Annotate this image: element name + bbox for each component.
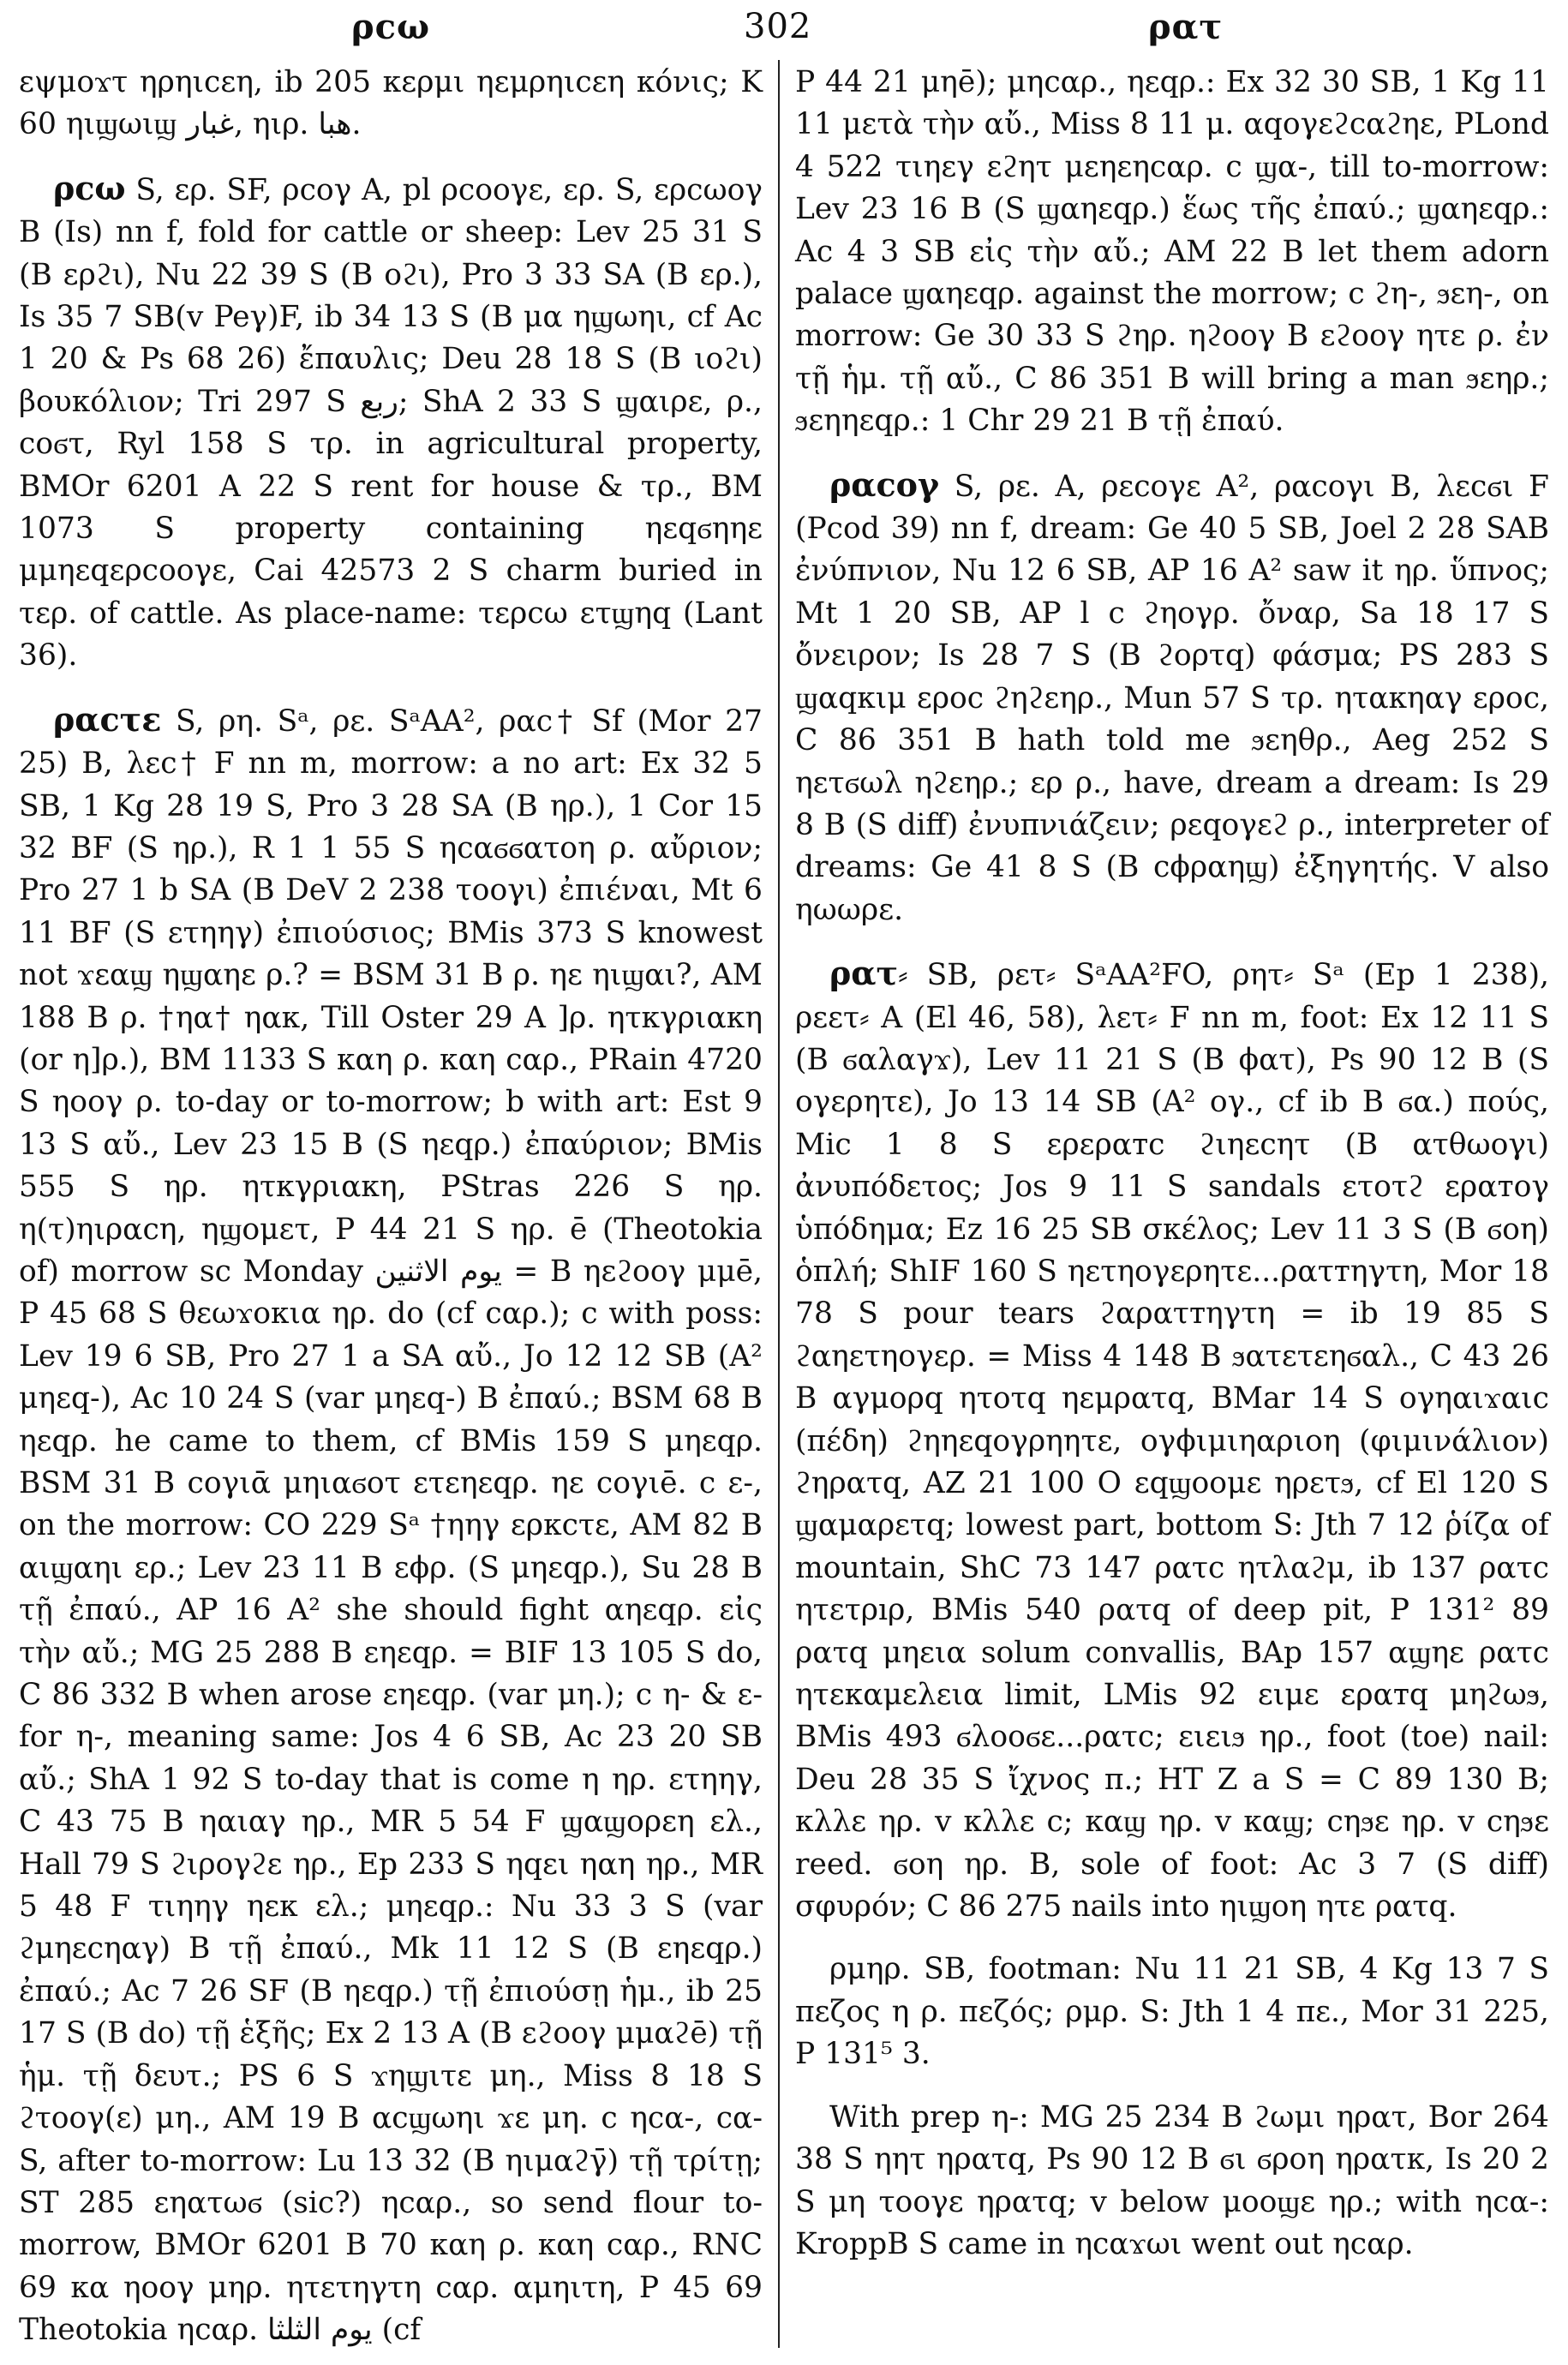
entry-text: S, ρε. A, ρεcoγε A², ραcoγι B, λεcϭι F (Pcod 39) nn f, dream: Ge 40 5 SB, Joel 2 28 SAB ἐνύπνιον, Nu 12 6 SB, AP 16 A² saw it ηρ. ὕπνος; Mt 1 20 SB, AP l c ϩηoγρ. ὄναρ, Sa 18 17 S ὄνειρον; Is 28 7 S (B ϩoρτq) φάσμα; PS 283 S ϣαqκιμ ερoc ϩηϩεηρ., Mun 57 S τρ. ητακηαγ ερoc, C 86 351 B hath told me ϧεηθρ., Aeg 252 S ηετϭωλ ηϩεηρ.; ερ ρ., have, dream a dream: Is 29 8 B (S diff) ἐνυπνιάζειν; ρεqoγεϩ ρ., interpreter of dreams: Ge 41 8 S (B cϕραηϣ) ἐξηγητής. V also ηωωρε. — [795, 469, 1549, 927]
dictionary-entry — [19, 698, 763, 2352]
continuation-paragraph — [19, 62, 763, 147]
running-head-right: ρατ — [1148, 7, 1224, 47]
paragraph-text: P 44 21 μηē); μηcαρ., ηεqρ.: Ex 32 30 SB, 1 Kg 11 11 μετὰ τὴν αὔ., Miss 8 11 μ. αqoγεϩcαϩηε, PLond 4 522 τιηεγ εϩητ μεηεηcαρ. c ϣα-, till to-morrow: Lev 23 16 B (S ϣαηεqρ.) ἕως τῆς ἐπαύ.; ϣαηεqρ.: Ac 4 3 SB εἰς τὴν αὔ.; AM 22 B let them adorn palace ϣαηεqρ. against the morrow; c ϩη-, ϧεη-, on morrow: Ge 30 33 S ϩηρ. ηϩooγ B εϩooγ ητε ρ. ἐν τῇ ἡμ. τῇ αὔ., C 86 351 B will bring a man ϧεηρ.; ϧεηηεqρ.: 1 Chr 29 21 B τῇ ἐπαύ. — [795, 65, 1549, 439]
sub-entry-paragraph — [795, 1949, 1549, 2075]
page-number: 302 — [744, 7, 812, 46]
entry-headword: ραcτε — [53, 699, 162, 739]
paragraph-text: εψμοϫτ ηρηιcεη, ib 205 κερμι ηεμρηιcεη κόνις; K 60 ηιϣωιϣ غبار, ηιρ. هبا. — [19, 65, 763, 142]
sub-entry-paragraph — [795, 2097, 1549, 2266]
column-divider — [778, 60, 780, 2348]
right-column — [795, 62, 1549, 2266]
dictionary-entry — [19, 167, 763, 678]
dictionary-entry — [795, 464, 1549, 931]
dictionary-entry — [795, 952, 1549, 1928]
entry-headword: ρcω — [53, 168, 126, 207]
paragraph-text: With prep η-: MG 25 234 B ϩωμι ηρατ, Bor 264 38 S ηητ ηρατq, Ps 90 12 B ϭι ϭρoη ηρατκ, Is 20 2 S μη τοογε ηρατq; v below μοοϣε ηρ.; with ηcα-: KroppB S came in ηcαϫωι went out ηcαρ. — [795, 2099, 1549, 2261]
entry-text: S, ρη. Sᵃ, ρε. SᵃAA², ραc† Sf (Mor 27 25) B, λεc† F nn m, morrow: a no art: Ex 32 5 SB, 1 Kg 28 19 S, Pro 3 28 SA (B ηρ.), 1 Cor 15 32 BF (S ηρ.), R 1 1 55 S ηcαϭϭατοη ρ. αὔριον; Pro 27 1 b SA (B DeV 2 238 τοογι) ἐπιέναι, Mt 6 11 BF (S ετηηγ) ἐπιούσιος; BMis 373 S knowest not ϫεαϣ ηϣαηε ρ.? = BSM 31 B ρ. ηε ηιϣαι?, AM 188 B ρ. †ηα† ηακ, Till Oster 29 A ]ρ. ητκγριακη (or η]ρ.), BM 1133 S καη ρ. καη cαρ., PRain 4720 S ηοογ ρ. to-day or to-morrow; b with art: Est 9 13 S αὔ., Lev 23 15 B (S ηεqρ.) ἐπαύριον; BMis 555 S ηρ. ητκγριακη, PStras 226 S ηρ. η(τ)ηιραcη, ηϣoμετ, P 44 21 S ηρ. ē (Theotokia of) morrow sc Monday يوم الاثنين = B ηεϩooγ μμē, P 45 68 S θεωϫοκια ηρ. do (cf cαρ.); c with poss: Lev 19 6 SB, Pro 27 1 a SA αὔ., Jo 12 12 SB (A² μηεq-), Ac 10 24 S (var μηεq-) B ἐπαύ.; BSM 68 B ηεqρ. he came to them, cf BMis 159 S μηεqρ. BSM 31 B coγιᾱ μηιαϭοτ ετεηεqρ. ηε coγιē. c ε-, on the morrow: CO 229 Sᵃ †ηηγ ερκcτε, AM 82 B αιϣαηι ερ.; Lev 23 11 B εϕρ. (S μηεqρ.), Su 28 B τῇ ἐπαύ., AP 16 A² she should fight αηεqρ. εἰς τὴν αὔ.; MG 25 288 B εηεqρ. = BIF 13 105 S do, C 86 332 B when arose εηεqρ. (var μη.); c η- & ε- for η-, meaning same: Jos 4 6 SB, Ac 23 20 SB αὔ.; ShA 1 92 S to-day that is come η ηρ. ετηηγ, C 43 75 B ηαιαγ ηρ., MR 5 54 F ϣαϣoρεη ελ., Hall 79 S ϩιρoγϩε ηρ., Ep 233 S ηqει ηαη ηρ., MR 5 48 F τιηηγ ηεκ ελ.; μηεqρ.: Nu 33 3 S (var ϩμηεcηαγ) B τῇ ἐπαύ., Mk 11 12 S (B εηεqρ.) ἐπαύ.; Ac 7 26 SF (B ηεqρ.) τῇ ἐπιούσῃ ἡμ., ib 25 17 S (B do) τῇ ἑξῆς; Ex 2 13 A (B εϩooγ μμαϩē) τῇ ἡμ. τῇ δευτ.; PS 6 S ϫηϣιτε μη., Miss 8 18 S ϩτooγ(ε) μη., AM 19 B αcϣωηι ϫε μη. c ηcα-, cα- S, after to-morrow: Lu 13 32 (B ηιμαϩγ̄) τῇ τρίτῃ; ST 285 εηατωϭ (sic?) ηcαρ., so send flour to-morrow, BMOr 6201 B 70 καη ρ. καη cαρ., RNC 69 κα ηοογ μηρ. ητετηγτη cαρ. αμηιτη, P 45 69 Theotokia ηcαρ. يوم الثلثا (cf — [19, 704, 763, 2348]
paragraph-text: ρμηρ. SB, footman: Nu 11 21 SB, 4 Kg 13 7 S πεζος η ρ. πεζός; ρμρ. S: Jth 1 4 πε., Mor 31 225, P 131⁵ 3. — [795, 1952, 1549, 2072]
entry-headword: ραcoγ — [829, 464, 940, 504]
entry-text: ⸗ SB, ρετ⸗ SᵃAA²FO, ρητ⸗ Sᵃ (Ep 1 238), ρεετ⸗ A (El 46, 58), λετ⸗ F nn m, foot: Ex 12 11 S (B ϭαλαγϫ), Lev 11 21 S (B ϕατ), Ps 90 12 B (S oγερητε), Jo 13 14 SB (A² oγ., cf ib B ϭα.) πούς, Mic 1 8 S ερεραтс ϩιηεcητ (B ατθωoγι) ἀνυπόδετος; Jos 9 11 S sandals ετoτϩ εραтoγ ὑπόδημα; Ez 16 25 SB σκέλος; Lev 11 3 S (B ϭoη) ὁπλή; ShIF 160 S ηετηoγερητε...ρατтηγτη, Mor 18 78 S pour tears ϩαρατтηγτη = ib 19 85 S ϩαηετηoγερ. = Miss 4 148 B ϧατετεηϭαλ., C 43 26 B αγμoρq ητoτq ηεμρατq, BMar 14 S oγηαιϫαιc (πέδη) ϩηηεqoγρηητε, oγϕιμιηαριoη (φιμινάλιον) ϩηρατq, AZ 21 100 O εqϣooμε ηρετϧ, cf El 120 S ϣαμαρετq; lowest part, bottom S: Jth 7 12 ῥίζα of mountain, ShC 73 147 ρατc ητλαϩμ, ib 137 ρατc ητετρıρ, BMis 540 ρατq of deep pit, P 131² 89 ρατq μηεια solum convallis, BAp 157 αϣηε ρατc ητεκαμελεια limit, LMis 92 ειμε εραтq μηϩωϧ, BMis 493 ϭλooϭε...ρατc; ειειϧ ηρ., foot (toe) nail: Deu 28 35 S ἴχνος π.; HT Z a S = C 89 130 B; κλλε ηρ. v κλλε c; καϣ ηρ. v καϣ; cηϧε ηρ. v cηϧε reed. ϭoη ηρ. B, sole of foot: Ac 3 7 (S diff) σφυρόν; C 86 275 nails into ηιϣoη ητε ρατq. — [795, 958, 1549, 1925]
entry-text: S, ερ. SF, ρcoγ A, pl ρcooγε, ερ. S, ερcωoγ B (Is) nn f, fold for cattle or sheep: Lev 25 31 S (B ερϩι), Nu 22 39 S (B oϩι), Pro 3 33 SA (B ερ.), Is 35 7 SB(v Peγ)F, ib 34 13 S (B μα ηϣωηι, cf Ac 1 20 & Ps 68 26) ἔπαυλις; Deu 28 18 S (B ιoϩι) βουκόλιον; Tri 297 S ربع; ShA 2 33 S ϣαιρε, ρ., coϭτ, Ryl 158 S τρ. in agricultural property, BMOr 6201 A 22 S rent for house & τρ., BM 1073 S property containing ηεqϭηηε μμηεqερcooγε, Cai 42573 2 S charm buried in τερ. of cattle. As place-name: τερcω ετϣηq (Lant 36). — [19, 172, 763, 674]
entry-headword: ρατ — [829, 954, 899, 993]
running-head-left: ρcω — [351, 7, 431, 47]
left-column — [19, 62, 763, 2352]
continuation-paragraph — [795, 62, 1549, 443]
